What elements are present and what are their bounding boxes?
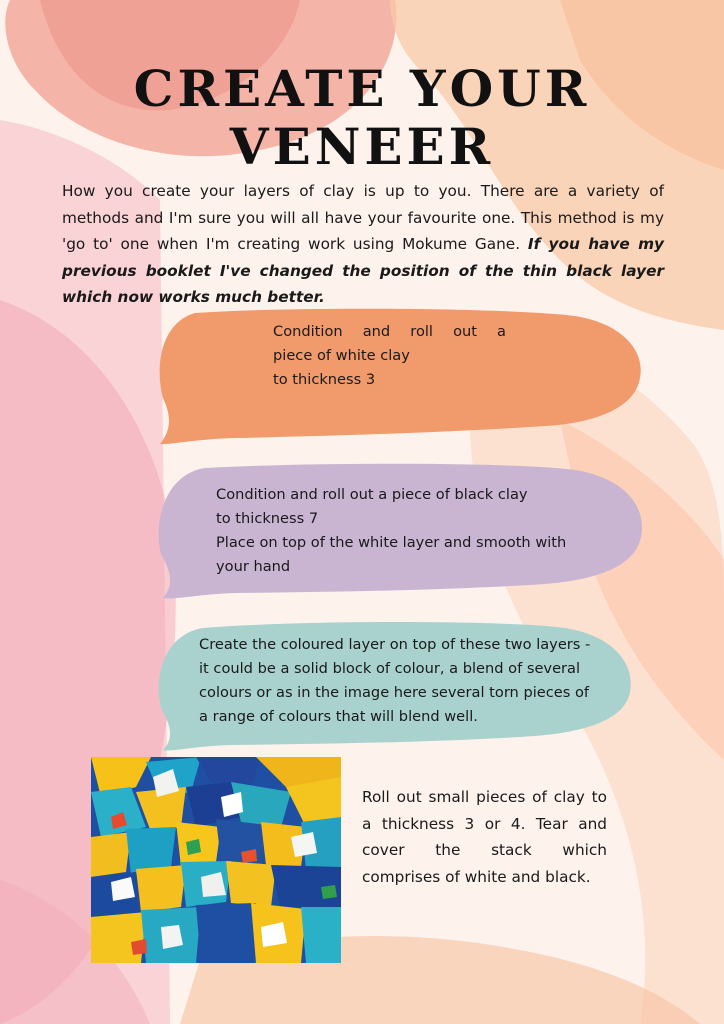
step-2-line-2: to thickness 7: [216, 510, 319, 527]
step-3-line-4: a range of colours that will blend well.: [199, 708, 478, 725]
intro-emphasis: If you have my previous booklet I've changed the position of the thin black layer which now works much better.: [62, 235, 664, 306]
step-3-line-1: Create the coloured layer on top of these two layers -: [199, 636, 591, 653]
step-1-line-3: to thickness 3: [273, 371, 376, 388]
step-2-line-3: Place on top of the white layer and smooth with: [216, 534, 567, 551]
title-line-1: CREATE YOUR: [133, 59, 591, 118]
intro-text: How you create your layers of clay is up to you. There are a variety of methods and I'm sure you will all have your favourite one. This method is my 'go to' one when I'm creating work using Mokume Gane.: [62, 182, 664, 253]
step-3-line-2: it could be a solid block of colour, a blend of several: [199, 660, 581, 677]
step-2-text: [216, 483, 606, 579]
step-1-text: [273, 320, 506, 392]
step-1-line-1: Condition and roll out a: [273, 323, 506, 340]
torn-clay-photo: [91, 757, 341, 963]
intro-paragraph: [62, 178, 664, 311]
title-line-2: VENEER: [229, 117, 495, 176]
torn-clay-illustration: [91, 757, 341, 963]
final-step-text: Roll out small pieces of clay to a thickness 3 or 4. Tear and cover the stack which comprises of white and black.: [362, 788, 607, 886]
step-2-line-4: your hand: [216, 558, 291, 575]
page-title: [0, 60, 724, 176]
step-3-line-3: colours or as in the image here several torn pieces of: [199, 684, 590, 701]
step-2-line-1: Condition and roll out a piece of black clay: [216, 486, 528, 503]
step-1-line-2: piece of white clay: [273, 347, 410, 364]
step-3-text: [199, 633, 611, 729]
